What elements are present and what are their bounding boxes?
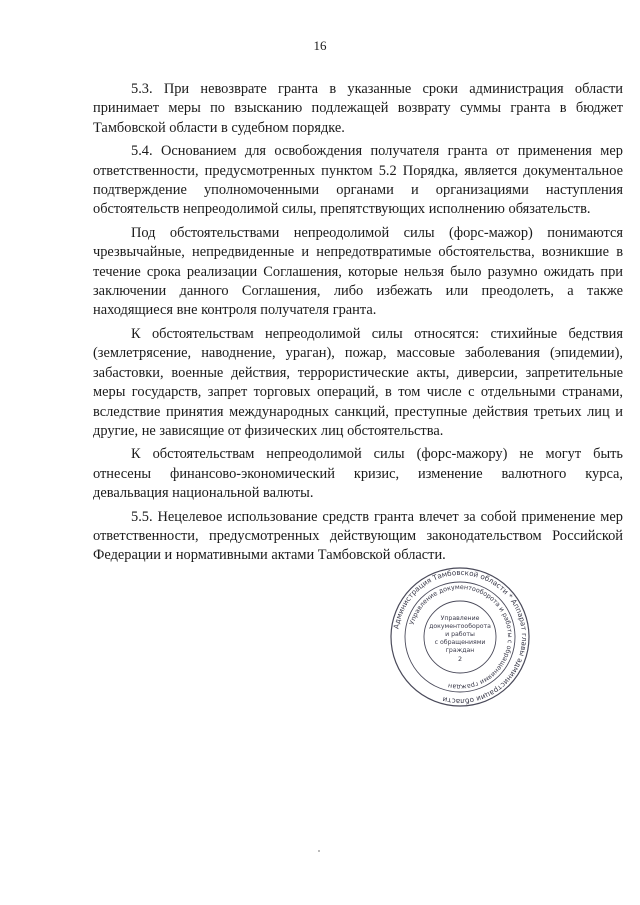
seal-center-line-5: граждан bbox=[445, 647, 475, 654]
paragraph-5-5: 5.5. Нецелевое использование средств гранта влечет за собой применение мер ответственности, предусмотренных действующим законодательством Российской Федерации и нормативными актами Тамбовской области. bbox=[93, 508, 623, 564]
paragraph-force-majeure-definition: Под обстоятельствами непреодолимой силы (форс-мажор) понимаются чрезвычайные, непредвиденные и непредотвратимые обстоятельства, возникшие в течение срока реализации Соглашения, которые нельзя было разумно ожидать при заключении данного Соглашения, либо избежать или преодолеть, а также находящиеся вне контроля получателя гранта. bbox=[93, 224, 623, 319]
page-number: 16 bbox=[313, 38, 327, 53]
seal-center-line-1: Управление bbox=[440, 615, 480, 622]
paragraph-5-4: 5.4. Основанием для освобождения получателя гранта от применения мер ответственности, предусмотренных пунктом 5.2 Порядка, является документальное подтверждение уполномоченными органами и организациями наступления обстоятельств непреодолимой силы, препятствующих исполнению обязательств. bbox=[93, 143, 623, 218]
paragraph-force-majeure-list: К обстоятельствам непреодолимой силы относятся: стихийные бедствия (землетрясение, наводнение, ураган), пожар, массовые заболевания (эпидемии), забастовки, военные действия, террористические акты, диверсии, запретительные меры государств, запрет торговых операций, в том числе с отдельными странами, вследствие принятия международных санкций, преступные действия третьих лиц и другие, не зависящие от физических лиц обстоятельства. bbox=[93, 325, 623, 439]
seal-center-line-3: и работы bbox=[445, 631, 475, 638]
seal-center-line-4: с обращениями bbox=[434, 639, 486, 646]
seal-graphic bbox=[389, 566, 531, 708]
paragraph-force-majeure-exclusions: К обстоятельствам непреодолимой силы (форс-мажору) не могут быть отнесены финансово-экономический кризис, изменение валютного курса, девальвация национальной валюты. bbox=[93, 446, 623, 502]
seal-center-number: 2 bbox=[457, 655, 463, 663]
paragraph-5-3: 5.3. При невозврате гранта в указанные сроки администрация области принимает меры по взысканию подлежащей возврату суммы гранта в бюджет Тамбовской области в судебном порядке. bbox=[93, 81, 623, 136]
official-seal bbox=[389, 566, 531, 708]
seal-center-line-2: документооборота bbox=[429, 623, 491, 630]
seal-inner-text: Управление документооборота и работы с обращениями граждан bbox=[407, 582, 515, 692]
document-body bbox=[93, 80, 623, 570]
scan-artifact-dot bbox=[318, 850, 320, 852]
seal-outer-text: Администрация Тамбовской области * Аппарат главы администрации области bbox=[391, 567, 530, 707]
